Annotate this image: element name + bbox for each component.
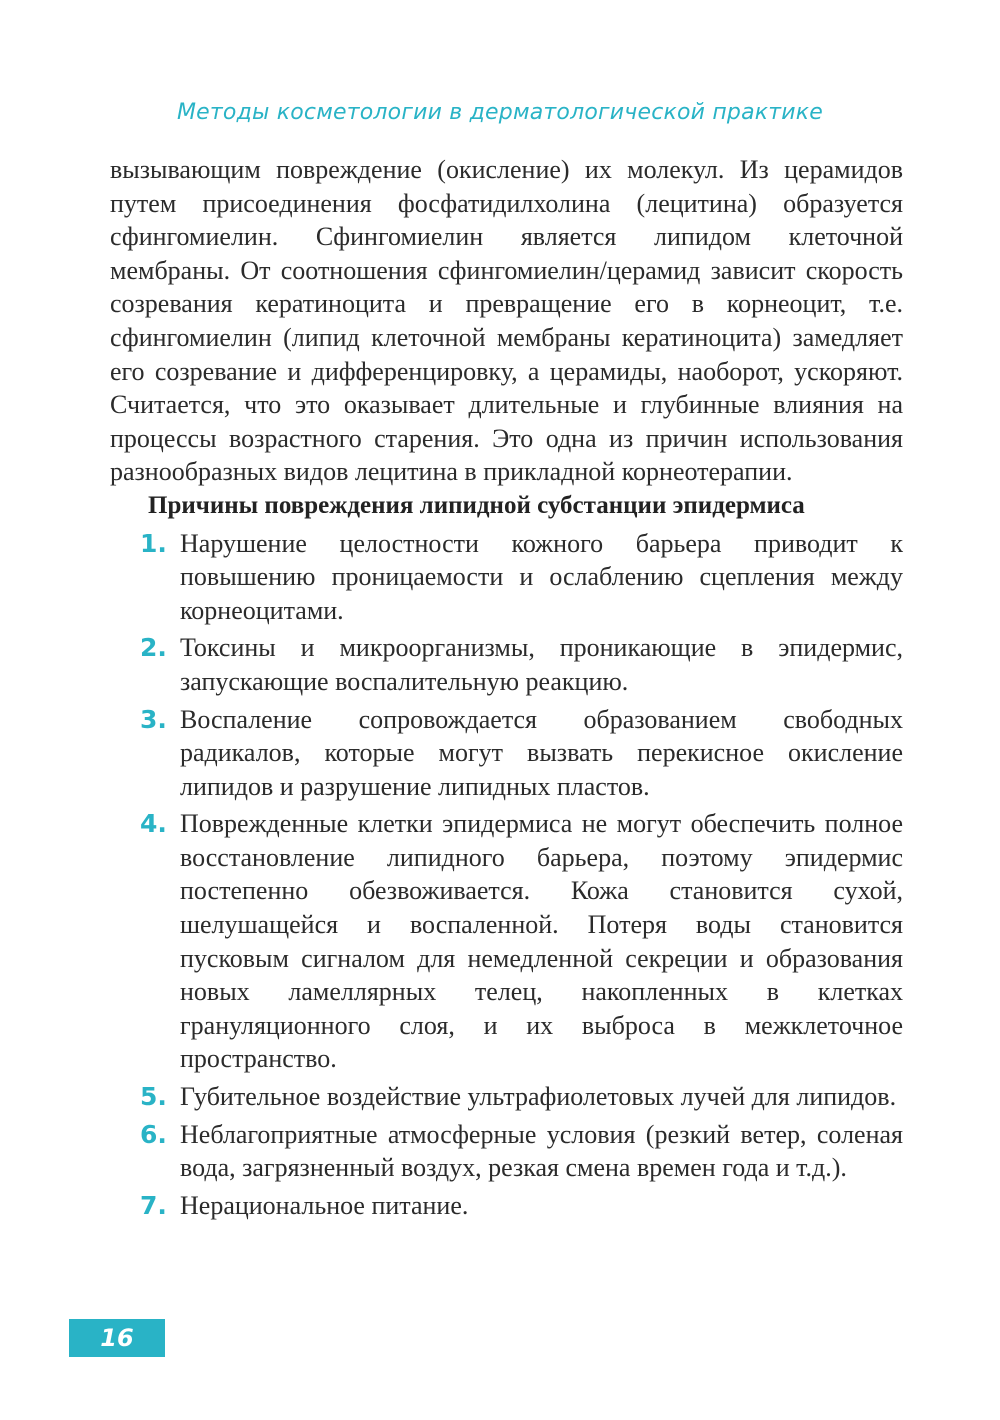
page-content [110, 153, 903, 1222]
list-item-number: 5. [140, 1082, 167, 1112]
list-item-number: 7. [140, 1190, 167, 1220]
list-item-text: Нарушение целостности кожного барьера приводит к повышению проницаемости и ослаблению сцепления между корнеоцитами. [180, 528, 903, 625]
list-item-text: Губительное воздействие ультрафиолетовых лучей для липидов. [180, 1082, 897, 1112]
list-item-text: Нерациональное питание. [180, 1190, 469, 1220]
list-item-number: 2. [140, 633, 167, 663]
list-item [110, 703, 903, 804]
page-number-badge [69, 1319, 165, 1357]
list-item-text: Токсины и микроорганизмы, проникающие в эпидермис, запускающие воспалительную реакцию. [180, 633, 903, 696]
page-number: 16 [100, 1324, 134, 1352]
list-item-number: 4. [140, 809, 167, 839]
intro-paragraph: вызывающим повреждение (окисление) их молекул. Из церамидов путем присоединения фосфатидилхолина (лецитина) образуется сфингомиелин. Сфингомиелин является липидом клеточной мембраны. От соотношения сфингомиелин/церамид зависит скорость созревания кератиноцита и превращение его в корнеоцит, т.е. сфингомиелин (липид клеточной мембраны кератиноцита) замедляет его созревание и дифференцировку, а церамиды, наоборот, ускоряют. Считается, что это оказывает длительные и глубинные влияния на процессы возрастного старения. Это одна из причин использования разнообразных видов лецитина в прикладной корнеотерапии. [110, 155, 903, 487]
list-item-text: Неблагоприятные атмосферные условия (резкий ветер, соленая вода, загрязненный воздух, резкая смена времен года и т.д.). [180, 1119, 903, 1183]
list-item [110, 527, 903, 628]
list-item [110, 1189, 903, 1223]
list-item-text: Воспаление сопровождается образованием свободных радикалов, которые могут вызвать перекисное окисление липидов и разрушение липидных пластов. [180, 704, 903, 801]
section-heading: Причины повреждения липидной субстанции эпидермиса [148, 491, 805, 519]
list-item [110, 807, 903, 1076]
list-item [110, 631, 903, 698]
list-item-number: 6. [140, 1119, 167, 1149]
list-item [110, 1080, 903, 1114]
list-item-number: 3. [140, 704, 167, 734]
running-header-title: Методы косметологии в дерматологической практике [176, 100, 823, 125]
list-item-number: 1. [140, 528, 167, 558]
causes-list [110, 527, 903, 1223]
list-item [110, 1118, 903, 1185]
list-item-text: Поврежденные клетки эпидермиса не могут обеспечить полное восстановление липидного барьера, поэтому эпидермис постепенно обезвоживается. Кожа становится сухой, шелушащейся и воспаленной. Потеря воды становится пусковым сигналом для немедленной секреции и образования новых ламеллярных телец, накопленных в клетках грануляционного слоя, и их выброса в межклеточное пространство. [180, 809, 903, 1074]
